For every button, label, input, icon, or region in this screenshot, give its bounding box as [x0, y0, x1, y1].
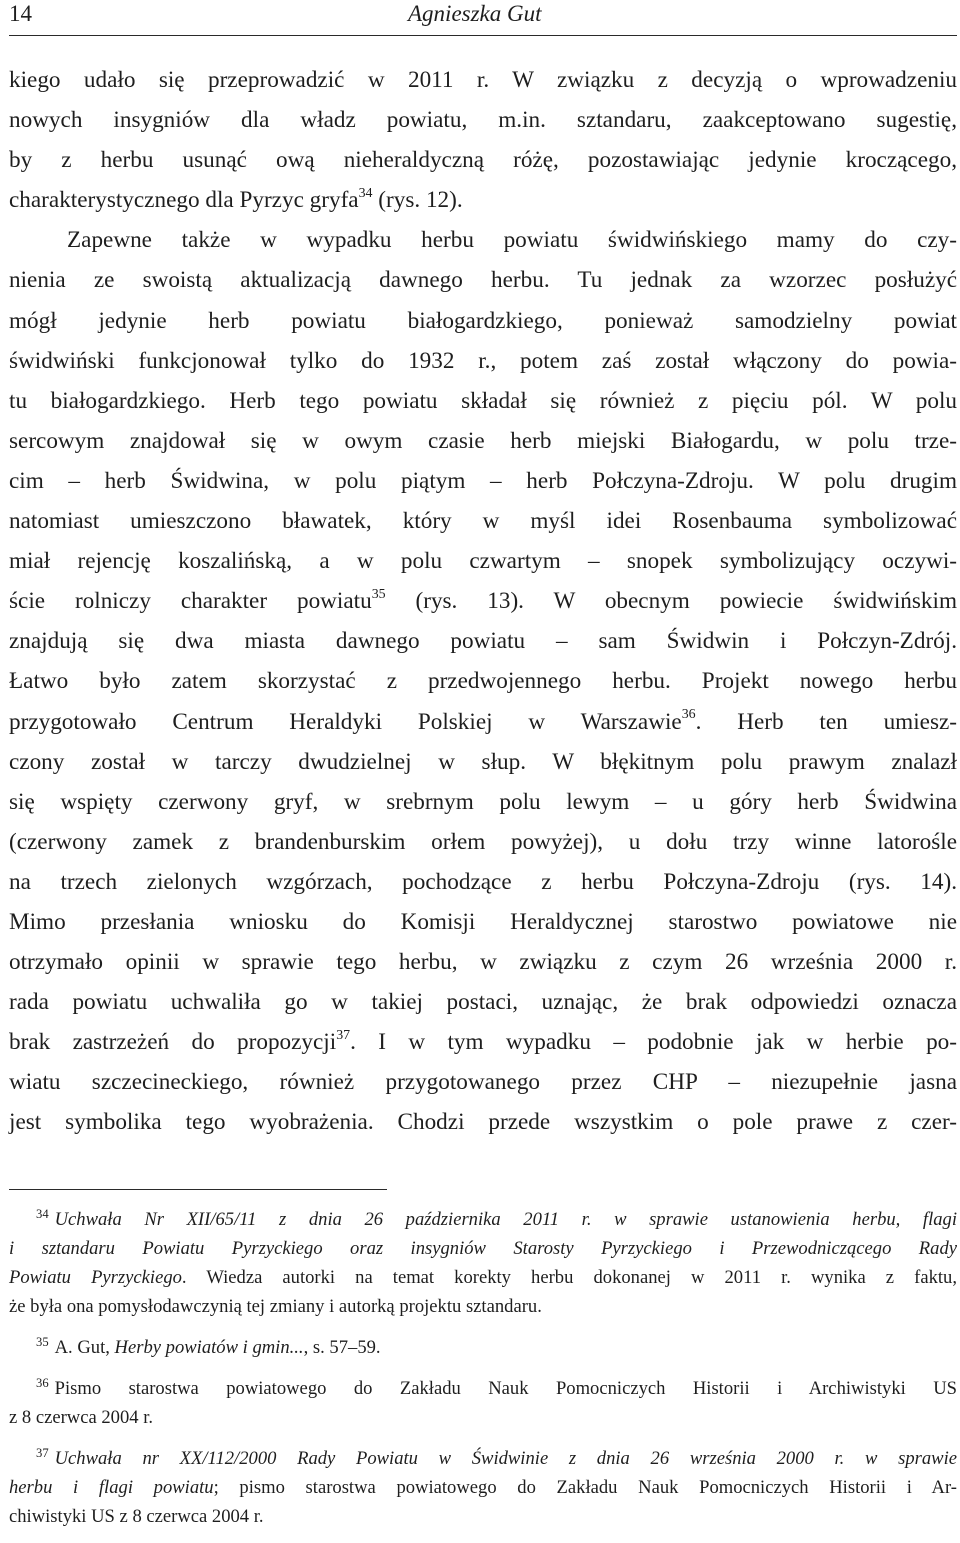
text-line: świdwiński funkcjonował tylko do 1932 r., potem zaś został włączony do powia- — [9, 347, 957, 374]
footnote-line: i sztandaru Powiatu Pyrzyckiego oraz insygniów Starosty Pyrzyckiego i Przewodniczącego Rady — [9, 1238, 957, 1259]
text-line: tu białogardzkiego. Herb tego powiatu składał się również z pięciu pól. W polu — [9, 387, 957, 414]
text-fragment: . Wiedza autorki na temat korekty herbu dokonanej w 2011 r. wynika z faktu, — [181, 1267, 957, 1288]
text-line: Zapewne także w wypadku herbu powiatu świdwińskiego mamy do czy- — [67, 227, 957, 254]
footnote-separator — [9, 1189, 387, 1190]
footnote-line — [9, 1444, 957, 1473]
paragraph-continued — [9, 60, 957, 220]
main-text — [9, 60, 957, 1143]
text-fragment: Herby powiatów i gmin... — [114, 1337, 304, 1358]
text-fragment: charakterystycznego dla Pyrzyc gryfa — [9, 187, 359, 214]
text-fragment: (rys. 12). — [372, 187, 463, 214]
page-header — [9, 0, 957, 40]
text-line: Łatwo było zatem skorzystać z przedwojennego herbu. Projekt nowego herbu — [9, 668, 957, 695]
text-fragment: Pismo starostwa powiatowego do Zakładu Nauk Pomocniczych Historii i Archiwistyki US — [54, 1378, 957, 1399]
footnote-number: 34 — [36, 1206, 49, 1221]
text-line: kiego udało się przeprowadzić w 2011 r. W związku z decyzją o wprowadzeniu — [9, 67, 957, 93]
text-fragment: brak zastrzeżeń do propozycji — [9, 1029, 337, 1056]
footnote-line: że była ona pomysłodawczynią tej zmiany i autorką projektu sztandaru. — [9, 1296, 542, 1317]
text-line: cim – herb Świdwina, w polu piątym – herb Połczyna-Zdroju. W polu drugim — [9, 467, 957, 494]
text-line: jest symbolika tego wyobrażenia. Chodzi przede wszystkim o pole prawe z czer- — [9, 1109, 957, 1136]
footnote-line — [9, 1333, 957, 1362]
text-line: rada powiatu uchwaliła go w takiej postaci, uznając, że brak odpowiedzi oznacza — [9, 989, 957, 1016]
text-line: natomiast umieszczono bławatek, który w myśl idei Rosenbauma symbolizować — [9, 508, 957, 535]
text-fragment: (rys. 13). W obecnym powiecie świdwińskim — [385, 588, 958, 615]
text-fragment: ście rolniczy charakter powiatu — [9, 588, 372, 615]
footnote-ref: 35 — [371, 587, 386, 603]
footnote-ref: 37 — [336, 1028, 351, 1044]
footnote-number: 35 — [36, 1334, 49, 1349]
footnote-line — [9, 1473, 957, 1502]
footnote-36 — [9, 1374, 957, 1432]
running-title: Agnieszka Gut — [408, 1, 542, 26]
text-line — [9, 581, 957, 621]
footnote-line: z 8 czerwca 2004 r. — [9, 1407, 154, 1428]
text-line: na trzech zielonych wzgórzach, pochodzące z herbu Połczyna-Zdroju (rys. 14). — [9, 868, 957, 895]
footnote-line — [9, 1263, 957, 1292]
text-line: mógł jedynie herb powiatu białogardzkiego, ponieważ samodzielny powiat — [9, 307, 957, 334]
footnote-ref: 36 — [681, 707, 696, 723]
text-line: (czerwony zamek z brandenburskim orłem powyżej), u dołu trzy winne latorośle — [9, 828, 957, 855]
footnote-number: 36 — [36, 1375, 49, 1390]
text-fragment: Uchwała Nr XII/65/11 z dnia 26 października 2011 r. w sprawie ustanowienia herbu, flagi — [54, 1209, 957, 1230]
text-line: znajdują się dwa miasta dawnego powiatu – sam Świdwin i Połczyn-Zdrój. — [9, 628, 957, 655]
text-line: nienia ze swoistą aktualizacją dawnego herbu. Tu jednak za wzorzec posłużyć — [9, 267, 957, 294]
paragraph — [9, 220, 957, 1142]
header-rule — [9, 35, 957, 36]
text-fragment: . I w tym wypadku – podobnie jak w herbie po- — [350, 1029, 957, 1056]
text-fragment: . Herb ten umiesz- — [695, 708, 957, 735]
text-line — [9, 1022, 957, 1062]
text-fragment: ; pismo starostwa powiatowego do Zakładu Nauk Pomocniczych Historii i Ar- — [213, 1477, 957, 1498]
text-line: by z herbu usunąć ową nieheraldyczną różę, pozostawiając jedynie kroczącego, — [9, 147, 957, 174]
text-fragment: przygotowało Centrum Heraldyki Polskiej w Warszawie — [9, 708, 682, 735]
text-fragment: Uchwała nr XX/112/2000 Rady Powiatu w Świdwinie z dnia 26 września 2000 r. w sprawie — [54, 1448, 957, 1469]
text-line: czony został w tarczy dwudzielnej w słup. W błękitnym polu prawym znalazł — [9, 748, 957, 775]
text-line: nowych insygniów dla władz powiatu, m.in. sztandaru, zaakceptowano sugestię, — [9, 107, 957, 134]
text-fragment: , s. 57–59. — [303, 1337, 381, 1358]
text-line: wiatu szczecineckiego, również przygotowanego przez CHP – niezupełnie jasna — [9, 1069, 957, 1096]
text-line: otrzymało opinii w sprawie tego herbu, w związku z czym 26 września 2000 r. — [9, 949, 957, 976]
text-fragment: Powiatu Pyrzyckiego — [9, 1267, 182, 1288]
footnote-35 — [9, 1333, 957, 1362]
footnote-number: 37 — [36, 1445, 49, 1460]
footnote-34 — [9, 1205, 957, 1321]
footnotes — [9, 1205, 957, 1543]
text-fragment: A. Gut, — [54, 1337, 115, 1358]
footnote-line — [9, 1374, 957, 1403]
text-line: Mimo przesłania wniosku do Komisji Heraldycznej starostwo powiatowe nie — [9, 908, 957, 935]
text-line — [9, 702, 957, 742]
footnote-37 — [9, 1444, 957, 1531]
footnote-line: chiwistyki US z 8 czerwca 2004 r. — [9, 1506, 264, 1527]
text-line: sercowym znajdował się w owym czasie herb miejski Białogardu, w polu trze- — [9, 427, 957, 454]
text-line: miał rejencję koszalińską, a w polu czwartym – snopek symbolizujący oczywi- — [9, 548, 957, 575]
footnote-line — [9, 1205, 957, 1234]
footnote-ref: 34 — [358, 186, 373, 202]
text-line — [9, 180, 957, 220]
text-line: się wspięty czerwony gryf, w srebrnym polu lewym – u góry herb Świdwina — [9, 788, 957, 815]
page-number: 14 — [9, 1, 32, 26]
text-fragment: herbu i flagi powiatu — [9, 1477, 214, 1498]
